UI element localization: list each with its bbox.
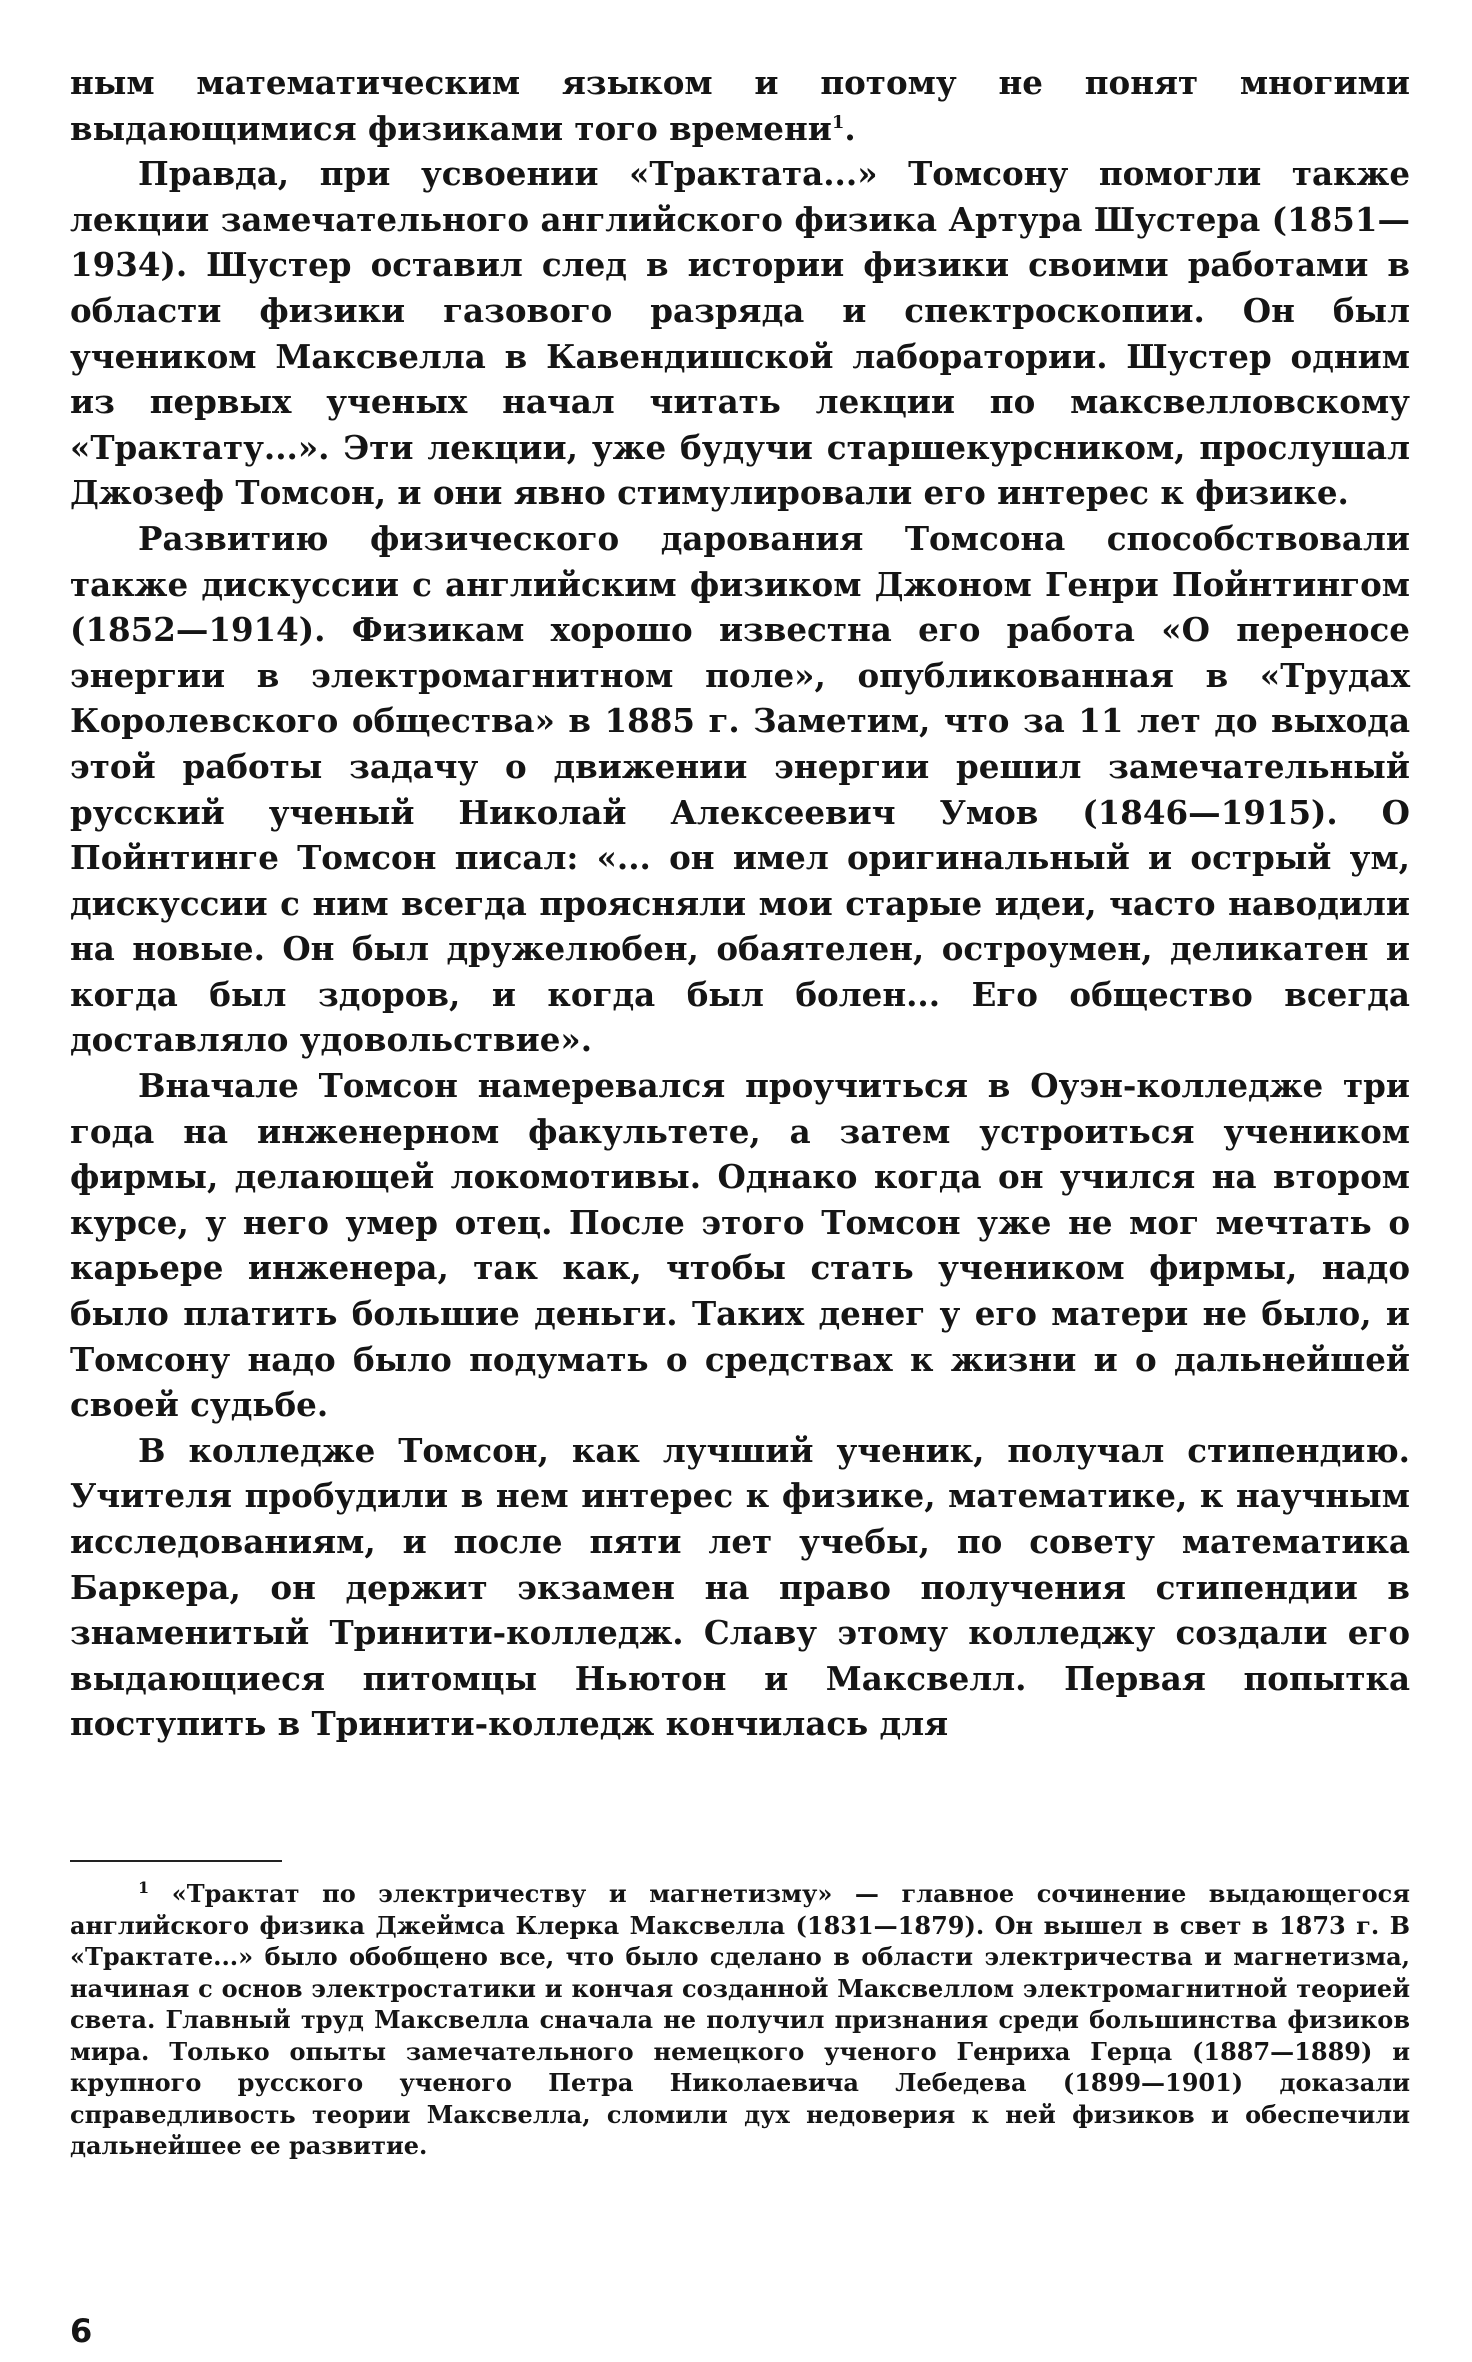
footnote [70, 1878, 1410, 2162]
paragraph-3: Развитию физического дарования Томсона способствовали также дискуссии с английским физиком Джоном Генри Пойнтингом (1852—1914). Физикам хорошо известна его работа «О переносе энергии в электромагнитном поле», опубликованная в «Трудах Королевского общества» в 1885 г. Заметим, что за 11 лет до выхода этой работы задачу о движении энергии решил замечательный русский ученый Николай Алексеевич Умов (1846—1915). О Пойнтинге Томсон писал: «... он имел оригинальный и острый ум, дискуссии с ним всегда проясняли мои старые идеи, часто наводили на новые. Он был дружелюбен, обаятелен, остроумен, деликатен и когда был здоров, и когда был болен... Его общество всегда доставляло удовольствие». [70, 518, 1410, 1060]
footnote-marker: 1 [138, 1878, 150, 1897]
footnote-divider [70, 1860, 282, 1862]
paragraph-2: Правда, при усвоении «Трактата...» Томсону помогли также лекции замечательного английского физика Артура Шустера (1851—1934). Шустер оставил след в истории физики своими работами в области физики газового разряда и спектроскопии. Он был учеником Максвелла в Кавендишской лаборатории. Шустер одним из первых ученых начал читать лекции по максвелловскому «Трактату...». Эти лекции, уже будучи старшекурсником, прослушал Джозеф Томсон, и они явно стимулировали его интерес к физике. [70, 154, 1410, 513]
main-text [70, 60, 1410, 1747]
paragraph-5: В колледже Томсон, как лучший ученик, получал стипендию. Учителя пробудили в нем интерес к физике, математике, к научным исследованиям, и после пяти лет учебы, по совету математика Баркера, он держит экзамен на право получения стипендии в знаменитый Тринити-колледж. Славу этому колледжу создали его выдающиеся питомцы Ньютон и Максвелл. Первая попытка поступить в Тринити-колледж кончилась для [70, 1430, 1410, 1744]
paragraph-1-text: ным математическим языком и потому не понят многими выдающимися физиками того времени [70, 63, 1410, 148]
footnote-reference: 1 [831, 111, 845, 133]
footnote-text: «Трактат по электричеству и магнетизму» — главное сочинение выдающегося английского физика Джеймса Клерка Максвелла (1831—1879). Он вышел в свет в 1873 г. В «Трактате...» было обобщено все, что было сделано в области электричества и магнетизма, начиная с основ электростатики и кончая созданной Максвеллом электромагнитной теорией света. Главный труд Максвелла сначала не получил признания среди большинства физиков мира. Только опыты замечательного немецкого ученого Генриха Герца (1887—1889) и крупного русского ученого Петра Николаевича Лебедева (1899—1901) доказали справедливость теории Максвелла, сломили дух недоверия к ней физиков и обеспечили дальнейшее ее развитие. [70, 1879, 1410, 2160]
page-number: 6 [70, 2312, 93, 2350]
paragraph-1 [70, 60, 1410, 151]
paragraph-4: Вначале Томсон намеревался проучиться в Оуэн-колледже три года на инженерном факультете, а затем устроиться учеником фирмы, делающей локомотивы. Однако когда он учился на втором курсе, у него умер отец. После этого Томсон уже не мог мечтать о карьере инженера, так как, чтобы стать учеником фирмы, надо было платить большие деньги. Таких денег у его матери не было, и Томсону надо было подумать о средствах к жизни и о дальнейшей своей судьбе. [70, 1066, 1410, 1425]
paragraph-1-end: . [844, 108, 856, 148]
book-page [70, 60, 1410, 2350]
